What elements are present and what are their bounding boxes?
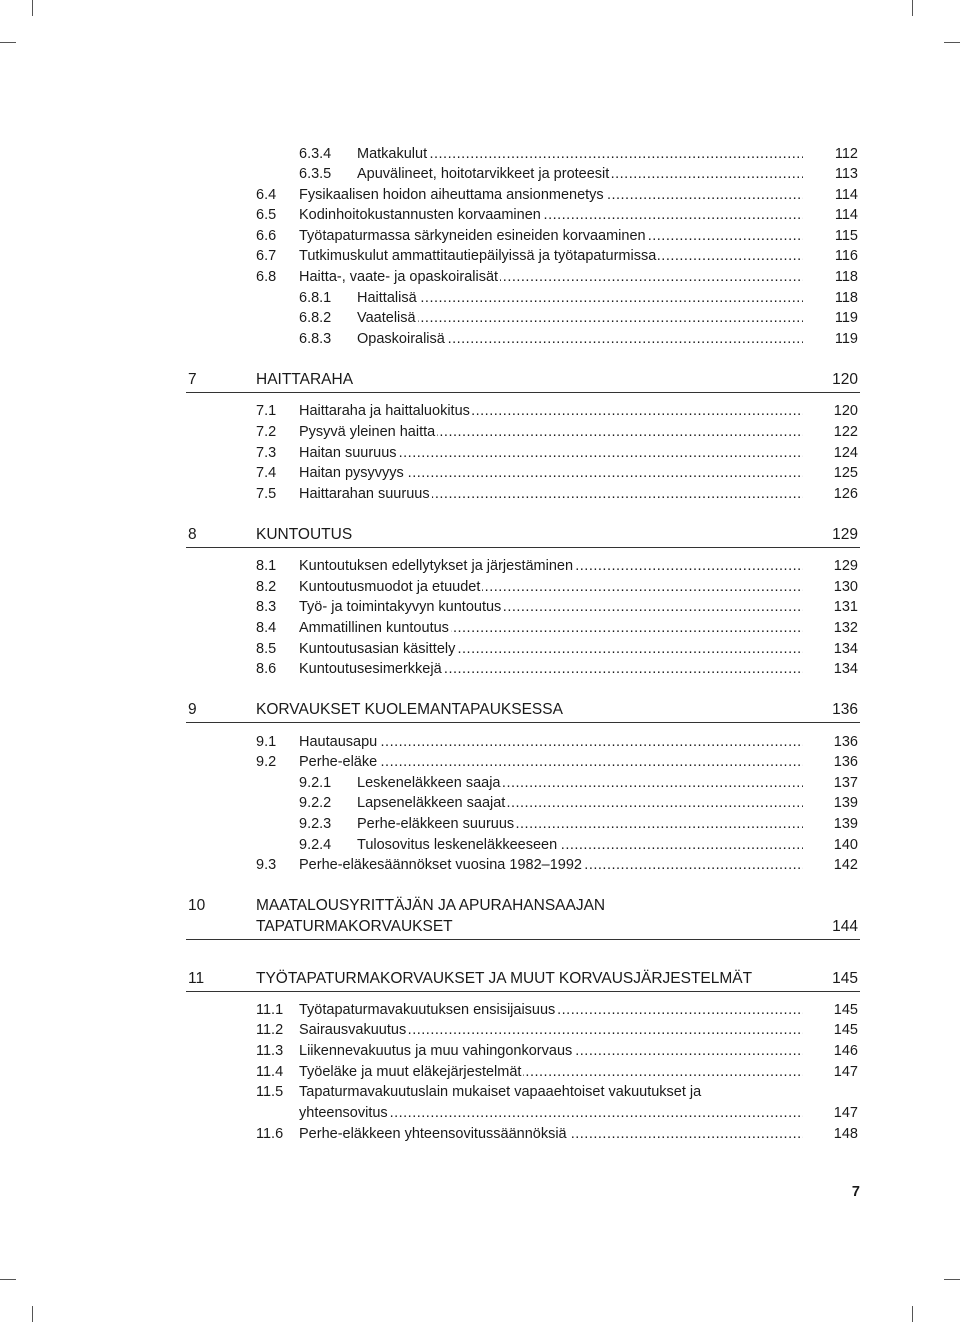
- toc-entry-title: [256, 896, 820, 916]
- toc-entry-page: 114: [834, 187, 858, 203]
- toc-entry-page: 136: [832, 701, 858, 718]
- toc-chapter-row[interactable]: [0, 525, 960, 545]
- toc-entry-title: [357, 773, 803, 793]
- toc-entry-title-text: Sairausvakuutus: [299, 1022, 407, 1038]
- toc-entry-page: 116: [834, 248, 858, 264]
- toc-entry-number: 8: [188, 526, 197, 543]
- toc-entry-title: [256, 525, 820, 545]
- toc-entry-title-text: Haitan suuruus: [299, 445, 397, 461]
- toc-entry-row[interactable]: [0, 556, 960, 576]
- toc-entry-number: 11.6: [256, 1126, 284, 1142]
- toc-entry-title-text: Opaskoiralisä: [357, 331, 445, 347]
- toc-chapter-row[interactable]: [0, 700, 960, 720]
- toc-entry-title: [357, 329, 803, 349]
- toc-entry-title: [299, 659, 803, 679]
- toc-entry-number: 9.3: [256, 857, 277, 873]
- toc-entry-number: 8.3: [256, 599, 277, 615]
- toc-entry-row[interactable]: [0, 267, 960, 287]
- toc-entry-number: 11.3: [256, 1043, 284, 1059]
- toc-entry-number: 6.7: [256, 248, 277, 264]
- toc-entry-page: 115: [834, 228, 858, 244]
- toc-entry-title: [299, 1000, 803, 1020]
- toc-entry-title: [299, 732, 803, 752]
- toc-entry-number: 9.2.2: [299, 795, 332, 811]
- toc-entry-row[interactable]: [0, 484, 960, 504]
- toc-entry-title: [357, 814, 803, 834]
- toc-entry-title-text: TYÖTAPATURMAKORVAUKSET JA MUUT KORVAUSJÄRJESTELMÄT: [256, 970, 753, 987]
- toc-entry-row[interactable]: [0, 1041, 960, 1061]
- toc-entry-page: 130: [833, 579, 858, 595]
- toc-entry-row[interactable]: [0, 1103, 960, 1123]
- toc-entry-row[interactable]: [0, 164, 960, 184]
- toc-entry-page: 139: [833, 795, 858, 811]
- toc-chapter-row[interactable]: [0, 969, 960, 989]
- toc-entry-number: 8.4: [256, 620, 277, 636]
- toc-entry-row[interactable]: [0, 185, 960, 205]
- toc-entry-number: 8.6: [256, 661, 277, 677]
- chapter-divider: [186, 991, 860, 992]
- toc-entry-number: 11.2: [256, 1022, 284, 1038]
- toc-entry-title-text: Kuntoutusesimerkkejä: [299, 661, 442, 677]
- toc-entry-title-text: Haittarahan suuruus: [299, 486, 430, 502]
- toc-entry-title: [299, 484, 803, 504]
- toc-entry-title: [299, 855, 803, 875]
- toc-entry-number: 11: [188, 970, 205, 987]
- toc-entry-title: [299, 597, 803, 617]
- toc-entry-row[interactable]: [0, 422, 960, 442]
- toc-entry-number: 6.5: [256, 207, 277, 223]
- toc-entry-title-text: yhteensovitus: [299, 1105, 388, 1121]
- toc-entry-row[interactable]: [0, 226, 960, 246]
- toc-chapter-row[interactable]: [0, 370, 960, 390]
- toc-entry-page: 119: [834, 310, 858, 326]
- toc-entry-number: 9.2.1: [299, 775, 332, 791]
- toc-entry-page: 119: [834, 331, 858, 347]
- toc-entry-number: 9.2: [256, 754, 277, 770]
- chapter-divider: [186, 547, 860, 548]
- toc-entry-number: 9: [188, 701, 197, 718]
- toc-entry-row[interactable]: [0, 1062, 960, 1082]
- toc-entry-title-text: HAITTARAHA: [256, 371, 354, 388]
- toc-entry-number: 7.5: [256, 486, 277, 502]
- toc-entry-page: 131: [833, 599, 858, 615]
- toc-entry-page: 113: [834, 166, 858, 182]
- toc-entry-row[interactable]: [0, 443, 960, 463]
- toc-entry-title: [256, 969, 820, 989]
- toc-entry-number: 9.1: [256, 734, 277, 750]
- toc-entry-page: 132: [833, 620, 858, 636]
- toc-entry-page: 129: [833, 558, 858, 574]
- toc-entry-page: 144: [832, 918, 858, 935]
- toc-entry-number: 8.2: [256, 579, 277, 595]
- toc-entry-title-text: Fysikaalisen hoidon aiheuttama ansionmenetys: [299, 187, 604, 203]
- toc-entry-title: [357, 835, 803, 855]
- toc-entry-title: [299, 185, 803, 205]
- toc-entry-number: 11.4: [256, 1064, 284, 1080]
- toc-entry-row[interactable]: [0, 463, 960, 483]
- toc-entry-page: 124: [833, 445, 858, 461]
- toc-entry-title: [299, 1041, 803, 1061]
- page-number: 7: [851, 1184, 860, 1200]
- toc-entry-row[interactable]: [0, 793, 960, 813]
- toc-entry-title-text: Haittalisä: [357, 290, 417, 306]
- toc-entry-number: 7.3: [256, 445, 277, 461]
- toc-entry-number: 6.8.1: [299, 290, 332, 306]
- toc-entry-title-text: Kuntoutusmuodot ja etuudet: [299, 579, 481, 595]
- toc-entry-row[interactable]: [0, 773, 960, 793]
- toc-entry-title: [357, 308, 803, 328]
- toc-entry-title: [357, 164, 803, 184]
- toc-entry-page: 114: [834, 207, 858, 223]
- toc-entry-title-text: Hautausapu: [299, 734, 378, 750]
- toc-entry-page: 134: [833, 641, 858, 657]
- toc-entry-title-text: TAPATURMAKORVAUKSET: [256, 918, 453, 935]
- toc-entry-title-text: Pysyvä yleinen haitta: [299, 424, 436, 440]
- toc-entry-page: 142: [833, 857, 858, 873]
- toc-entry-title: [299, 752, 803, 772]
- toc-entry-title-text: Matkakulut: [357, 146, 428, 162]
- toc-entry-title-text: Tutkimuskulut ammattitautiepäilyissä ja työtapaturmissa: [299, 248, 657, 264]
- toc-entry-title-text: Haitta-, vaate- ja opaskoiralisät: [299, 269, 499, 285]
- toc-entry-title: [299, 463, 803, 483]
- toc-entry-title-text: Vaatelisä: [357, 310, 416, 326]
- toc-entry-page: 145: [832, 970, 858, 987]
- toc-entry-row[interactable]: [0, 814, 960, 834]
- toc-entry-page: 146: [833, 1043, 858, 1059]
- toc-entry-page: 118: [834, 290, 858, 306]
- toc-entry-title: [299, 556, 803, 576]
- toc-entry-page: 136: [833, 754, 858, 770]
- toc-entry-row[interactable]: [0, 1000, 960, 1020]
- toc-entry-title: [357, 288, 803, 308]
- toc-entry-row[interactable]: [0, 1020, 960, 1040]
- toc-entry-page: 139: [833, 816, 858, 832]
- chapter-divider: [186, 722, 860, 723]
- toc-entry-title: [256, 917, 820, 937]
- toc-entry-title-text: Kodinhoitokustannusten korvaaminen: [299, 207, 541, 223]
- toc-entry-title: [256, 700, 820, 720]
- toc-entry-row[interactable]: [0, 639, 960, 659]
- toc-entry-number: 9.2.4: [299, 837, 332, 853]
- chapter-divider: [186, 392, 860, 393]
- toc-entry-page: 140: [833, 837, 858, 853]
- toc-entry-title-text: MAATALOUSYRITTÄJÄN JA APURAHANSAAJAN: [256, 897, 606, 914]
- toc-entry-title: [299, 246, 803, 266]
- toc-entry-title: [299, 205, 803, 225]
- toc-entry-row[interactable]: [0, 732, 960, 752]
- toc-entry-number: 6.3.5: [299, 166, 332, 182]
- toc-entry-title: [299, 422, 803, 442]
- toc-entry-title: [357, 793, 803, 813]
- toc-entry-row[interactable]: [0, 329, 960, 349]
- toc-entry-page: 129: [832, 526, 858, 543]
- toc-entry-row[interactable]: [0, 246, 960, 266]
- toc-entry-page: 112: [834, 146, 858, 162]
- toc-chapter-row[interactable]: [0, 917, 960, 937]
- toc-entry-title-text: Perhe-eläkkeen yhteensovitussäännöksiä: [299, 1126, 567, 1142]
- toc-entry-page: 148: [833, 1126, 858, 1142]
- toc-entry-number: 6.3.4: [299, 146, 332, 162]
- toc-entry-title: [299, 267, 803, 287]
- toc-entry-title: [299, 1082, 820, 1102]
- toc-entry-row[interactable]: [0, 618, 960, 638]
- toc-entry-page: 145: [833, 1022, 858, 1038]
- toc-entry-row[interactable]: [0, 401, 960, 421]
- toc-entry-number: 6.8.2: [299, 310, 332, 326]
- toc-entry-row[interactable]: [0, 835, 960, 855]
- toc-entry-page: 147: [833, 1064, 858, 1080]
- toc-entry-title-text: Leskeneläkkeen saaja: [357, 775, 501, 791]
- toc-entry-title: [299, 443, 803, 463]
- toc-entry-title: [299, 1020, 803, 1040]
- toc-entry-row[interactable]: [0, 144, 960, 164]
- toc-entry-title-text: Tulosovitus leskeneläkkeeseen: [357, 837, 558, 853]
- toc-entry-row[interactable]: [0, 1082, 960, 1102]
- toc-entry-number: 11.1: [256, 1002, 284, 1018]
- toc-entry-number: 6.8.3: [299, 331, 332, 347]
- toc-entry-title-text: Työ- ja toimintakyvyn kuntoutus: [299, 599, 502, 615]
- toc-entry-title: [299, 577, 803, 597]
- toc-entry-number: 7.2: [256, 424, 277, 440]
- toc-entry-title: [299, 1124, 803, 1144]
- toc-entry-page: 118: [834, 269, 858, 285]
- toc-entry-number: 6.4: [256, 187, 277, 203]
- toc-entry-number: 7.4: [256, 465, 277, 481]
- toc-entry-number: 8.5: [256, 641, 277, 657]
- toc-entry-page: 120: [833, 403, 858, 419]
- toc-entry-number: 6.8: [256, 269, 277, 285]
- toc-entry-title-text: Työtapaturmavakuutuksen ensisijaisuus: [299, 1002, 556, 1018]
- toc-entry-row[interactable]: [0, 288, 960, 308]
- toc-entry-title-text: Perhe-eläkkeen suuruus: [357, 816, 515, 832]
- toc-entry-title-text: Ammatillinen kuntoutus: [299, 620, 449, 636]
- toc-entry-row[interactable]: [0, 1124, 960, 1144]
- toc-entry-page: 137: [833, 775, 858, 791]
- toc-entry-title: [256, 370, 820, 390]
- toc-entry-title-text: Kuntoutusasian käsittely: [299, 641, 456, 657]
- toc-entry-title-text: Perhe-eläke: [299, 754, 378, 770]
- toc-entry-row[interactable]: [0, 752, 960, 772]
- toc-entry-row[interactable]: [0, 659, 960, 679]
- toc-entry-page: 125: [833, 465, 858, 481]
- toc-entry-title-text: Haittaraha ja haittaluokitus: [299, 403, 470, 419]
- toc-entry-title: [299, 226, 803, 246]
- toc-entry-page: 134: [833, 661, 858, 677]
- toc-entry-row[interactable]: [0, 308, 960, 328]
- toc-entry-title: [299, 1062, 803, 1082]
- toc-entry-page: 122: [833, 424, 858, 440]
- toc-entry-row[interactable]: [0, 597, 960, 617]
- toc-entry-title-text: Apuvälineet, hoitotarvikkeet ja proteesit: [357, 166, 610, 182]
- toc-entry-title-text: Perhe-eläkesäännökset vuosina 1982–1992: [299, 857, 582, 873]
- toc-entry-title: [299, 1103, 803, 1123]
- toc-entry-number: 8.1: [256, 558, 277, 574]
- toc-entry-row[interactable]: [0, 205, 960, 225]
- toc-entry-row[interactable]: [0, 577, 960, 597]
- toc-entry-number: 6.6: [256, 228, 277, 244]
- toc-entry-number: 7: [188, 371, 197, 388]
- toc-entry-title-text: Kuntoutuksen edellytykset ja järjestäminen: [299, 558, 574, 574]
- toc-entry-number: 10: [188, 897, 206, 914]
- toc-entry-title: [299, 618, 803, 638]
- toc-entry-title-text: Haitan pysyvyys: [299, 465, 404, 481]
- toc-entry-title: [299, 639, 803, 659]
- chapter-divider: [186, 939, 860, 940]
- toc-entry-page: 126: [833, 486, 858, 502]
- toc-entry-title-text: KUNTOUTUS: [256, 526, 353, 543]
- toc-entry-title-text: Työeläke ja muut eläkejärjestelmät: [299, 1064, 522, 1080]
- toc-entry-title-text: Lapseneläkkeen saajat: [357, 795, 506, 811]
- toc-entry-title: [299, 401, 803, 421]
- toc-entry-number: 7.1: [256, 403, 277, 419]
- toc-entry-page: 136: [833, 734, 858, 750]
- toc-entry-number: 11.5: [256, 1084, 284, 1100]
- toc-entry-row[interactable]: [0, 855, 960, 875]
- toc-entry-page: 145: [833, 1002, 858, 1018]
- toc-entry-title-text: Liikennevakuutus ja muu vahingonkorvaus: [299, 1043, 573, 1059]
- toc-entry-page: 120: [832, 371, 858, 388]
- toc-entry-title-text: Tapaturmavakuutuslain mukaiset vapaaehtoiset vakuutukset ja: [299, 1084, 702, 1100]
- toc-chapter-row[interactable]: [0, 896, 960, 916]
- toc-entry-title-text: Työtapaturmassa särkyneiden esineiden korvaaminen: [299, 228, 646, 244]
- toc-entry-number: 9.2.3: [299, 816, 332, 832]
- toc-entry-page: 147: [833, 1105, 858, 1121]
- toc-entry-title-text: KORVAUKSET KUOLEMANTAPAUKSESSA: [256, 701, 563, 718]
- toc-entry-title: [357, 144, 803, 164]
